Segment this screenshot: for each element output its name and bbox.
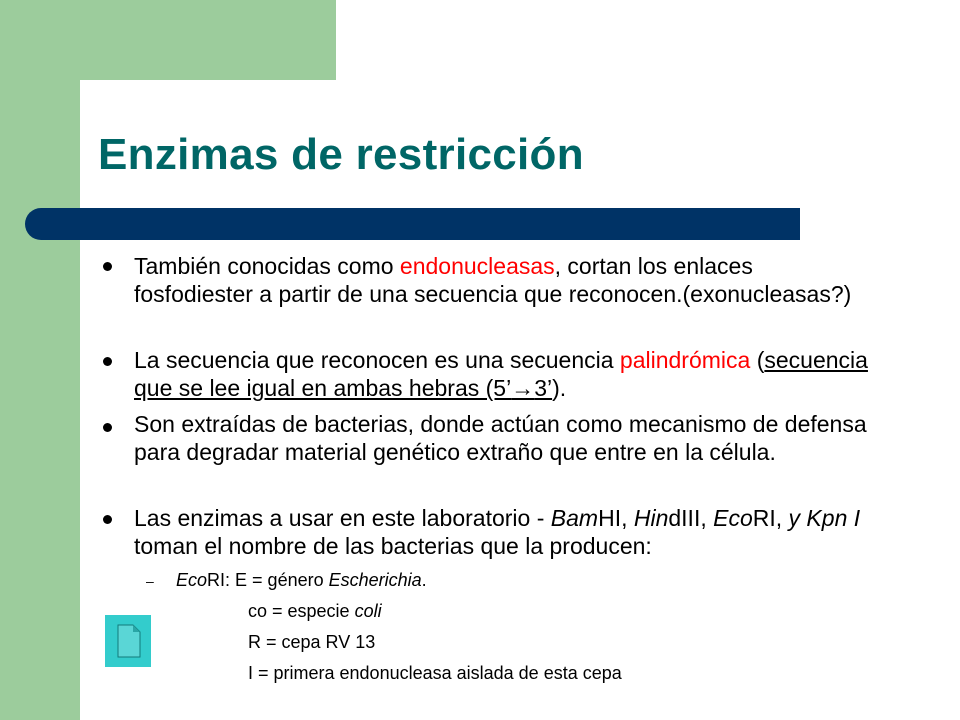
left-decor-band: [0, 0, 80, 720]
sub-line-1-text-a: RI: E = género: [207, 570, 329, 590]
bullet-2-text-a: La secuencia que reconocen es una secuencia: [134, 347, 620, 373]
title-underline-bar: [25, 208, 800, 240]
bullet-4-text-hi: HI,: [598, 505, 634, 531]
bullet-2-highlight: palindrómica: [619, 347, 751, 373]
bullet-4-text-b: toman el nombre de las bacterias que la producen:: [134, 533, 652, 559]
arrow-right-icon: →: [511, 375, 535, 401]
bullet-4-text-a: Las enzimas a usar en este laboratorio -: [134, 505, 551, 531]
sub-line-3: R = cepa RV 13: [248, 632, 376, 652]
bullet-dot: [103, 515, 112, 524]
top-decor-band: [80, 0, 336, 80]
bullet-4: [134, 504, 904, 560]
bullet-dot: [103, 262, 112, 271]
sub-line-2-italic: coli: [354, 601, 382, 621]
sub-line-4: I = primera endonucleasa aislada de esta cepa: [248, 663, 622, 683]
bullet-4-italic-hin: Hin: [633, 505, 669, 531]
bullet-2-underlined-b: 3’: [534, 375, 553, 401]
bullet-dot: [103, 357, 112, 366]
sub-line-2-text: co = especie: [248, 601, 355, 621]
bullet-4-italic-kpn: y Kpn I: [788, 505, 861, 531]
bullet-2-close: ).: [552, 375, 567, 401]
bullet-4-italic-eco: Eco: [713, 505, 753, 531]
document-icon[interactable]: [105, 615, 151, 667]
sub-line-1: [176, 569, 427, 591]
bullet-1-highlight: endonucleasas: [399, 253, 555, 279]
bullet-3: Son extraídas de bacterias, donde actúan como mecanismo de defensa para degradar material genético extraño que entre en la célula.: [134, 411, 867, 465]
slide-title: Enzimas de restricción: [98, 130, 584, 179]
sub-line-1-text-b: .: [421, 570, 427, 590]
bullet-4-text-ri: RI,: [752, 505, 789, 531]
sub-line-1-italic-eco: Eco: [176, 570, 208, 590]
bullet-2-underlined-a: secuencia que se lee igual en ambas hebras (5’: [134, 347, 868, 401]
sub-line-2: [248, 600, 382, 622]
bullet-1-text-a: También conocidas como: [134, 253, 400, 279]
sub-line-1-italic-genus: Escherichia: [328, 570, 422, 590]
bullet-2-open: (: [750, 347, 765, 373]
bullet-4-text-diii: dIII,: [668, 505, 714, 531]
sub-bullet-dash: –: [146, 573, 154, 589]
bullet-2: [134, 346, 894, 402]
bullet-1-text-b: , cortan los enlaces fosfodiester a partir de una secuencia que reconocen.(exonucleasas?): [134, 253, 852, 307]
bullet-dot: [103, 423, 112, 432]
bullet-1: [134, 252, 864, 308]
bullet-4-italic-bam: Bam: [550, 505, 599, 531]
